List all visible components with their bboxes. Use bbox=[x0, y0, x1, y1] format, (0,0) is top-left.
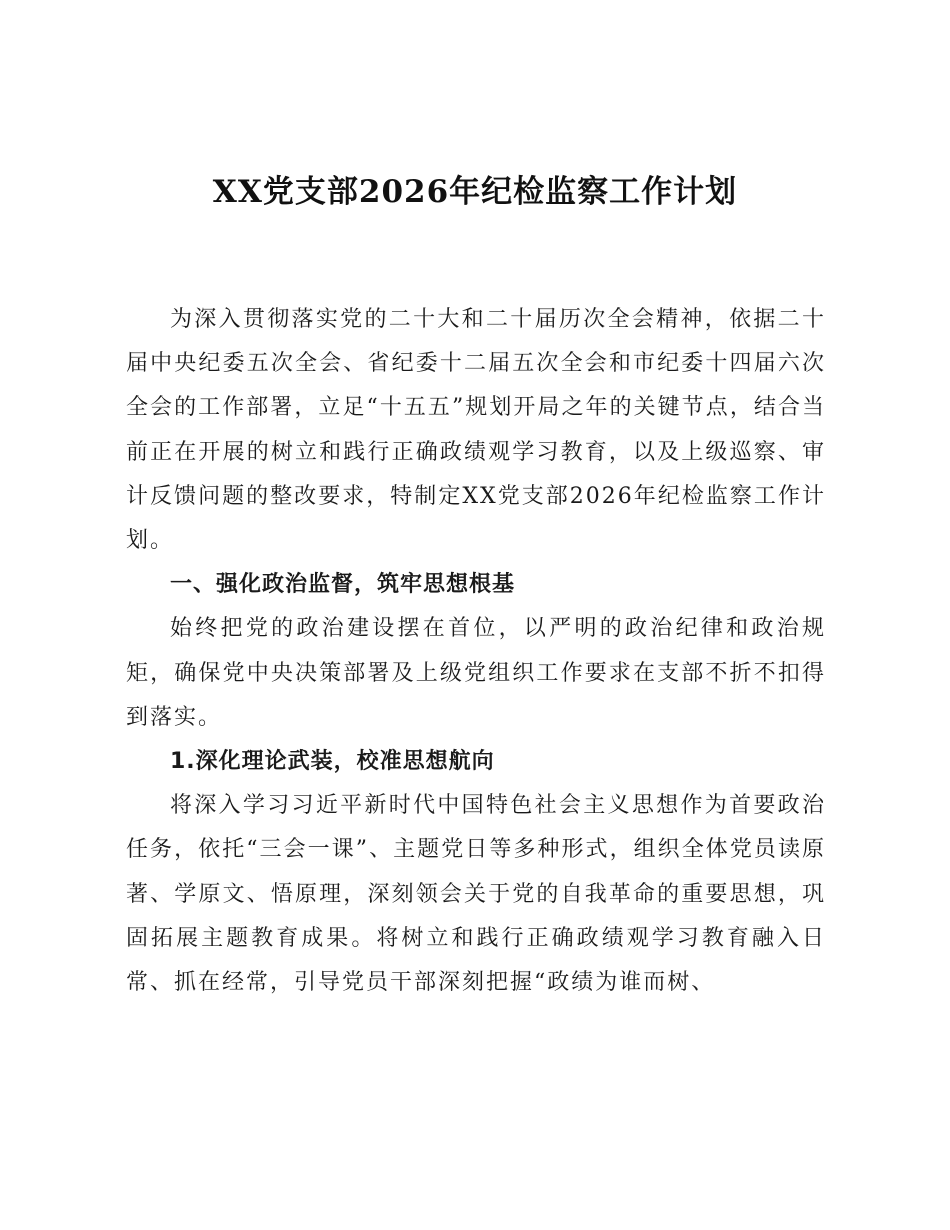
intro-paragraph: 为深入贯彻落实党的二十大和二十届历次全会精神，依据二十届中央纪委五次全会、省纪委十二届五次全会和市纪委十四届六次全会的工作部署，立足“十五五”规划开局之年的关键节点，结合当前正在开展的树立和践行正确政绩观学习教育，以及上级巡察、审计反馈问题的整改要求，特制定XX党支部2026年纪检监察工作计划。 bbox=[126, 307, 826, 554]
section-paragraph-1: 始终把党的政治建设摆在首位，以严明的政治纪律和政治规矩，确保党中央决策部署及上级党组织工作要求在支部不折不扣得到落实。 bbox=[126, 616, 826, 730]
document-title: XX党支部2026年纪检监察工作计划 bbox=[212, 174, 738, 210]
section-heading-1: 一、强化政治监督，筑牢思想根基 bbox=[170, 572, 516, 598]
document-body bbox=[126, 298, 826, 1005]
subsection-heading-1: 1.深化理论武装，校准思想航向 bbox=[170, 749, 495, 775]
subsection-paragraph-1: 将深入学习习近平新时代中国特色社会主义思想作为首要政治任务，依托“三会一课”、主题党日等多种形式，组织全体党员读原著、学原文、悟原理，深刻领会关于党的自我革命的重要思想，巩固拓展主题教育成果。将树立和践行正确政绩观学习教育融入日常、抓在经常，引导党员干部深刻把握“政绩为谁而树、 bbox=[126, 793, 826, 996]
